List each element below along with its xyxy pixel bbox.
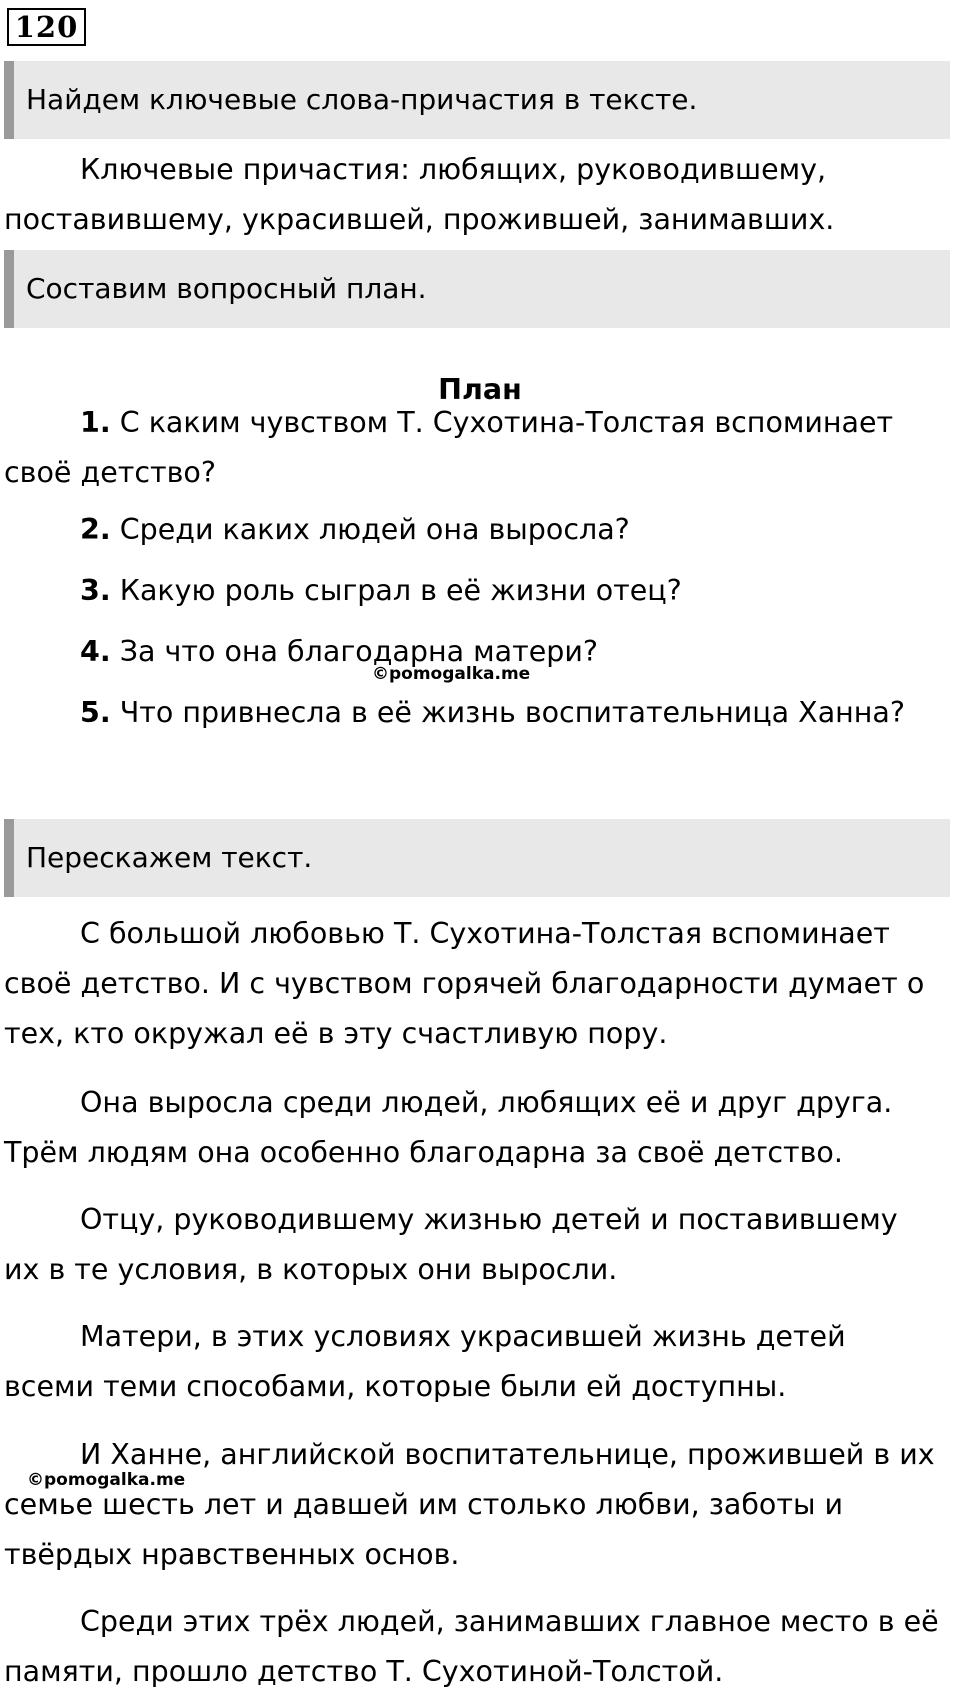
plan-item-number: 2. (80, 513, 111, 546)
section-header-plan: Составим вопросный план. (4, 250, 950, 328)
retell-line: Матери, в этих условиях украсившей жизнь детей (80, 1320, 846, 1353)
retell-line: семье шесть лет и давшей им столько любви, заботы и (4, 1488, 844, 1521)
plan-item-text: За что она благодарна матери? (119, 635, 598, 668)
plan-item-text: Что привнесла в её жизнь воспитательница Ханна? (119, 696, 906, 729)
retell-paragraph-2 (4, 1078, 954, 1178)
retell-line: всеми теми способами, которые были ей доступны. (4, 1370, 787, 1403)
plan-item-text-continued: своё детство? (4, 456, 216, 489)
retell-line: их в те условия, в которых они выросли. (4, 1253, 618, 1286)
retell-line: Отцу, руководившему жизнью детей и поставившему (80, 1203, 898, 1236)
keywords-line-1: Ключевые причастия: любящих, руководившему, (80, 153, 827, 186)
retell-line: тех, кто окружал её в эту счастливую пору. (4, 1017, 668, 1050)
retell-line: Среди этих трёх людей, занимавших главное место в её (80, 1605, 939, 1638)
plan-item-number: 3. (80, 574, 111, 607)
plan-item-number: 4. (80, 635, 111, 668)
plan-title: План (438, 373, 522, 406)
plan-item-text: Какую роль сыграл в её жизни отец? (119, 574, 682, 607)
retell-line: памяти, прошло детство Т. Сухотиной-Толстой. (4, 1655, 724, 1688)
plan-item-3 (4, 566, 954, 616)
plan-item-5 (4, 688, 954, 738)
watermark-left: ©pomogalka.me (27, 1470, 186, 1490)
retell-paragraph-3 (4, 1195, 954, 1295)
plan-item-text: Среди каких людей она выросла? (119, 513, 630, 546)
plan-item-2 (4, 505, 954, 555)
section-header-keywords: Найдем ключевые слова-причастия в тексте. (4, 61, 950, 139)
retell-paragraph-6 (4, 1597, 954, 1697)
watermark-center: ©pomogalka.me (372, 664, 531, 684)
retell-paragraph-5 (4, 1430, 954, 1580)
retell-line: твёрдых нравственных основ. (4, 1538, 460, 1571)
retell-line: Трём людям она особенно благодарна за своё детство. (4, 1136, 843, 1169)
section-header-retell: Перескажем текст. (4, 819, 950, 897)
task-number: 120 (7, 8, 86, 46)
plan-item-number: 1. (80, 406, 111, 439)
keywords-paragraph (4, 145, 954, 245)
retell-line: Она выросла среди людей, любящих её и друг друга. (80, 1086, 893, 1119)
plan-item-1 (4, 398, 954, 498)
keywords-line-2: поставившему, украсившей, прожившей, занимавших. (4, 203, 835, 236)
plan-item-number: 5. (80, 696, 111, 729)
plan-item-4 (4, 627, 954, 677)
retell-paragraph-4 (4, 1312, 954, 1412)
retell-line: И Ханне, английской воспитательнице, прожившей в их (80, 1438, 935, 1471)
retell-paragraph-1 (4, 909, 954, 1059)
retell-line: С большой любовью Т. Сухотина-Толстая вспоминает (80, 917, 890, 950)
plan-item-text: С каким чувством Т. Сухотина-Толстая вспоминает (119, 406, 894, 439)
retell-line: своё детство. И с чувством горячей благодарности думает о (4, 967, 925, 1000)
